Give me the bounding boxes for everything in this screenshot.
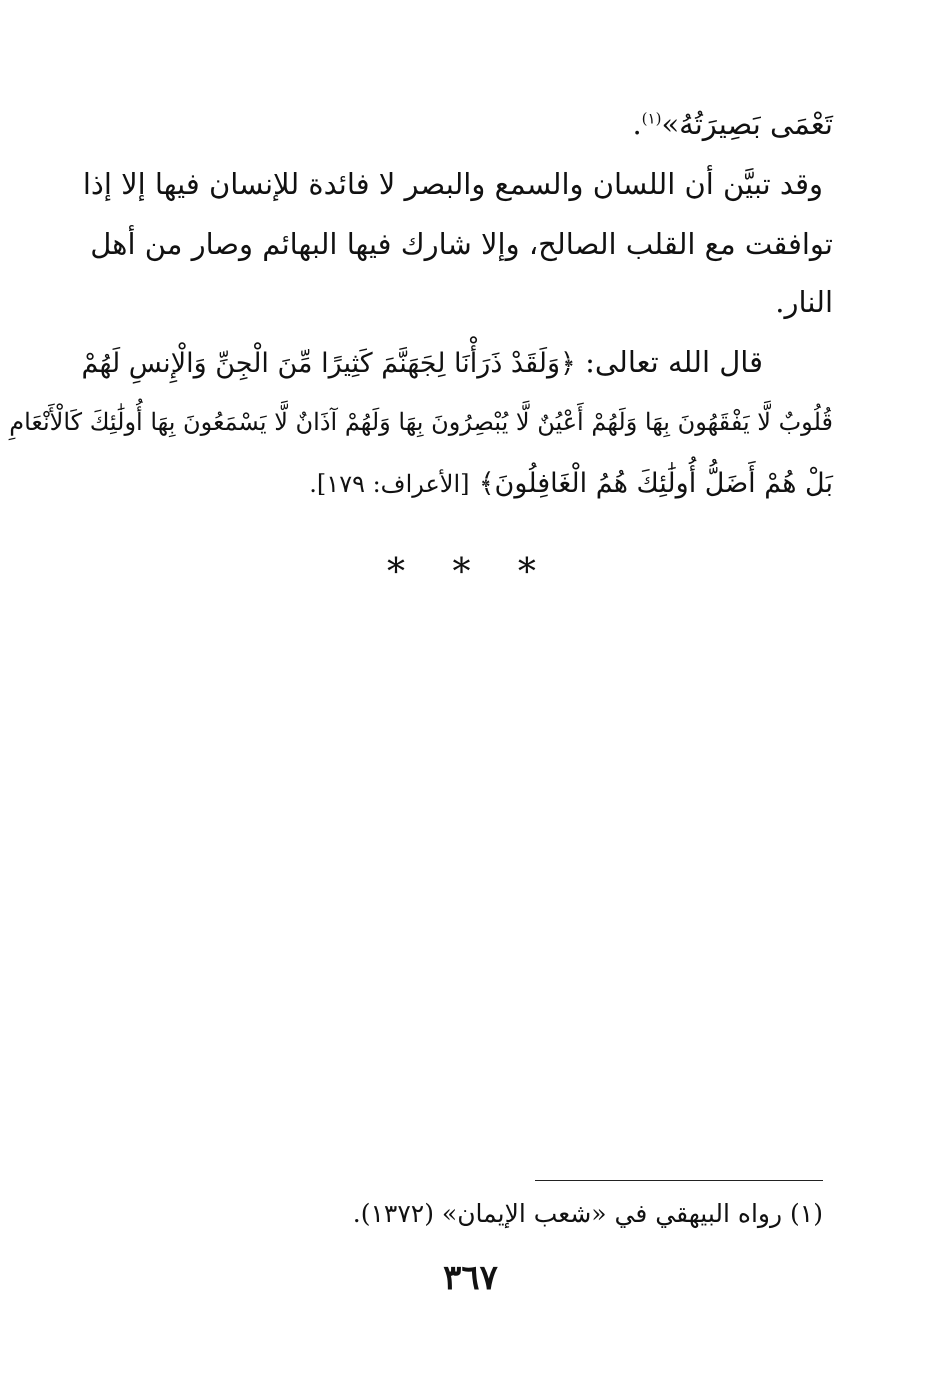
verse-line-2: قُلُوبٌ لَّا يَفْقَهُونَ بِهَا وَلَهُمْ أَعْيُنٌ لَّا يُبْصِرُونَ بِهَا وَلَهُمْ آذَانٌ لَّا يَسْمَعُونَ بِهَا أُولَٰئِكَ كَالْأَنْعَامِ	[9, 408, 833, 436]
verse-intro: قال الله تعالى:	[585, 345, 763, 379]
paragraph-2-line-3: النار.	[775, 285, 833, 319]
paragraph-3-line-3	[118, 462, 833, 504]
paragraph-2-line-2: توافقت مع القلب الصالح، وإلا شارك فيها البهائم وصار من أهل	[90, 227, 833, 261]
paragraph-2-line-1: وقد تبيَّن أن اللسان والسمع والبصر لا فائدة للإنسان فيها إلا إذا	[82, 167, 823, 201]
footnote-number: (١)	[790, 1199, 823, 1228]
section-separator: * * *	[387, 552, 554, 593]
verse-line-1: ﴿وَلَقَدْ ذَرَأْنَا لِجَهَنَّمَ كَثِيرًا مِّنَ الْجِنِّ وَالْإِنسِ لَهُمْ	[81, 348, 576, 379]
footnote-ref-1: (١)	[641, 109, 662, 128]
verse-citation: [الأعراف: ١٧٩].	[309, 470, 470, 498]
page-number: ٣٦٧	[443, 1258, 498, 1298]
continued-quote-line	[118, 104, 833, 144]
verse-line-3: بَلْ هُمْ أَضَلُّ أُولَٰئِكَ هُمُ الْغَافِلُونَ﴾	[478, 468, 833, 499]
paragraph-3-line-1	[81, 342, 763, 384]
quote-end-period: .	[632, 107, 642, 141]
footnote-divider	[535, 1180, 823, 1181]
footnote	[118, 1196, 823, 1232]
quote-end-text: تَعْمَى بَصِيرَتُهُ»	[661, 107, 833, 141]
footnote-text: رواه البيهقي في «شعب الإيمان» (١٣٧٢).	[352, 1199, 783, 1228]
